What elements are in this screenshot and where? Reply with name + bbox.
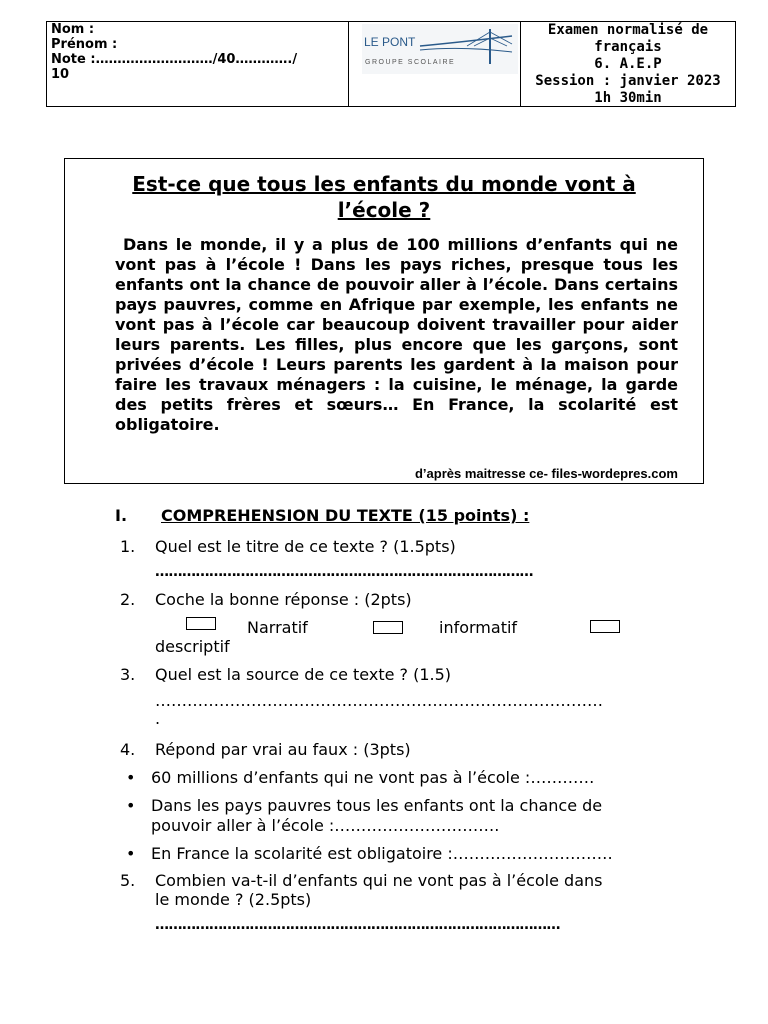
question-text: Quel est le titre de ce texte ? (1.5pts) — [155, 537, 456, 556]
true-false-item-cont: pouvoir aller à l’école :…………………………. — [151, 816, 500, 835]
option-narratif: Narratif — [247, 618, 308, 637]
note-label: Note :………………………/40…………./ — [51, 52, 298, 67]
bullet-icon: • — [126, 796, 136, 815]
school-logo — [362, 24, 518, 74]
checkbox-narratif[interactable] — [186, 617, 216, 630]
question-text-cont: le monde ? (2.5pts) — [155, 890, 312, 909]
logo-text: LE PONT — [364, 35, 416, 49]
text-passage: Dans le monde, il y a plus de 100 millions d’enfants qui ne vont pas à l’école ! Dans les pays riches, presque tous les enfants ont la chance de pouvoir aller à l’école. Dans certains pays pauvres, comme en Afrique par exemple, les enfants ne vont pas à l’école car beaucoup doivent travailler pour aider leurs parents. Les filles, plus encore que les garçons, sont privées d’école ! Leurs parents les gardent à la maison pour faire les travaux ménagers : la cuisine, le ménage, la garde des petits frères et sœurs… En France, la scolarité est obligatoire. — [115, 235, 678, 434]
title-line1: Est-ce que tous les enfants du monde vont à — [132, 172, 636, 196]
question-number: 2. — [120, 590, 136, 609]
answer-line-1[interactable]: ………………………………………………………………………… — [155, 564, 533, 580]
option-informatif: informatif — [439, 618, 518, 637]
exam-header — [46, 21, 736, 107]
text-title — [65, 171, 703, 223]
question-number: 5. — [120, 871, 136, 890]
question-text: Combien va-t-il d’enfants qui ne vont pas à l’école dans — [155, 871, 603, 890]
nom-label: Nom : — [51, 22, 95, 37]
prenom-label: Prénom : — [51, 37, 118, 52]
student-info — [47, 22, 349, 106]
note-total: 10 — [51, 67, 70, 82]
answer-line-3-end: . — [155, 709, 161, 728]
question-text: Répond par vrai au faux : (3pts) — [155, 740, 411, 759]
true-false-item: Dans les pays pauvres tous les enfants ont la chance de — [151, 796, 603, 815]
answer-line-5[interactable]: ……………………………………………………………………………… — [155, 917, 560, 933]
question-text: Quel est la source de ce texte ? (1.5) — [155, 665, 452, 684]
option-descriptif: descriptif — [155, 637, 230, 656]
checkbox-informatif[interactable] — [373, 621, 403, 634]
exam-info — [521, 22, 735, 106]
logo-subtext: GROUPE SCOLAIRE — [365, 59, 456, 66]
question-text: Coche la bonne réponse : (2pts) — [155, 590, 412, 609]
true-false-item: 60 millions d’enfants qui ne vont pas à l’école :………… — [151, 768, 595, 787]
bullet-icon: • — [126, 768, 136, 787]
school-logo-cell — [349, 22, 521, 106]
bullet-icon: • — [126, 844, 136, 863]
title-line2: l’école ? — [337, 198, 431, 222]
question-number: 3. — [120, 665, 136, 684]
answer-line-3[interactable]: ………………………………………………………………………… — [155, 691, 603, 710]
exam-line1: Examen normalisé de — [547, 22, 709, 38]
exam-line2: français — [594, 39, 662, 55]
exam-line3: 6. A.E.P — [594, 56, 662, 72]
section-number: I. — [115, 506, 128, 525]
reading-text-box — [64, 158, 704, 484]
true-false-item: En France la scolarité est obligatoire :………………………… — [151, 844, 613, 863]
text-source: d’après maitresse ce- files-wordepres.com — [414, 466, 678, 481]
checkbox-descriptif[interactable] — [590, 620, 620, 633]
question-number: 1. — [120, 537, 136, 556]
section-label: COMPREHENSION DU TEXTE (15 points) : — [161, 506, 530, 525]
section-heading — [115, 506, 529, 525]
question-number: 4. — [120, 740, 136, 759]
exam-line5: 1h 30min — [594, 90, 662, 106]
exam-line4: Session : janvier 2023 — [535, 73, 721, 89]
